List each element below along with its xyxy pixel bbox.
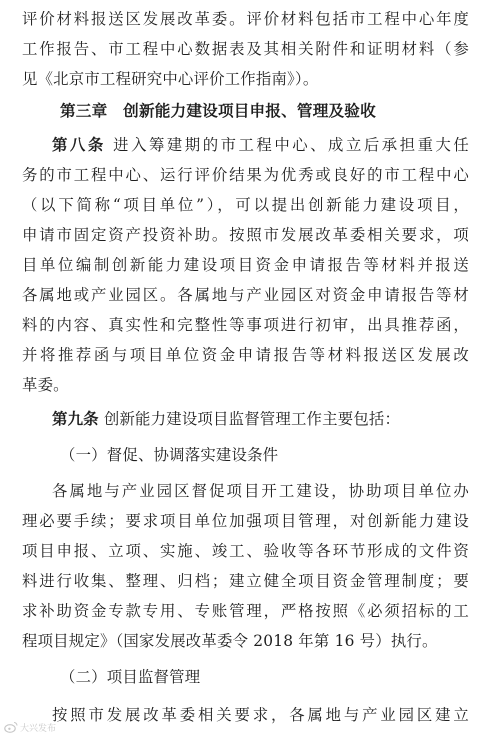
text-line: 目单位编制创新能力建设项目资金申请报告等材料并报送 <box>22 256 469 274</box>
chapter-heading: 第三章 创新能力建设项目申报、管理及验收 <box>60 102 376 120</box>
watermark-text: 大兴发布 <box>20 723 57 734</box>
subheading-2: （二）项目监督管理 <box>60 668 201 686</box>
text-line: 评价材料报送区发展改革委。评价材料包括市工程中心年度 <box>22 10 469 28</box>
text-line: （以下简称“项目单位”），可以提出创新能力建设项目， <box>22 196 469 214</box>
text-line: 各属地或产业园区。各属地与产业园区对资金申请报告等材 <box>22 286 469 304</box>
text-line: 求补助资金专款专用、专账管理，严格按照《必须招标的工 <box>22 602 469 620</box>
article-8-label: 第八条 <box>52 136 106 154</box>
text-line: 程项目规定》（国家发展改革委令 2018 年第 16 号）执行。 <box>22 632 438 650</box>
watermark <box>4 719 56 735</box>
article-8-first-line <box>52 132 469 158</box>
text-line: 革委。 <box>22 376 69 394</box>
text-line: 料的内容、真实性和完整性等事项进行初审，出具推荐函， <box>22 316 469 334</box>
text-line: 按照市发展改革委相关要求，各属地与产业园区建立 <box>52 706 469 724</box>
text-line: 料进行收集、整理、归档；建立健全项目资金管理制度；要 <box>22 572 469 590</box>
article-9-first-line <box>52 406 469 432</box>
article-9-first-text: 创新能力建设项目监督管理工作主要包括： <box>103 410 401 428</box>
text-line: 申请市固定资产投资补助。按照市发展改革委相关要求，项 <box>22 226 469 244</box>
text-line: 见《北京市工程研究中心评价工作指南》）。 <box>22 70 319 88</box>
article-9-label: 第九条 <box>52 410 99 428</box>
subheading-1: （一）督促、协调落实建设条件 <box>60 446 279 464</box>
text-line: 项目申报、立项、实施、竣工、验收等各环节形成的文件资 <box>22 542 469 560</box>
text-line: 理必要手续；要求项目单位加强项目管理，对创新能力建设 <box>22 512 469 530</box>
article-8-first-text: 进入筹建期的市工程中心、成立后承担重大任 <box>113 136 469 154</box>
text-line: 工作报告、市工程中心数据表及其相关附件和证明材料（参 <box>22 40 469 58</box>
text-line: 务的市工程中心、运行评价结果为优秀或良好的市工程中心 <box>22 166 469 184</box>
text-line: 并将推荐函与项目单位资金申请报告等材料报送区发展改 <box>22 346 469 364</box>
text-line: 各属地与产业园区督促项目开工建设，协助项目单位办 <box>52 482 469 500</box>
weibo-icon <box>4 721 18 733</box>
